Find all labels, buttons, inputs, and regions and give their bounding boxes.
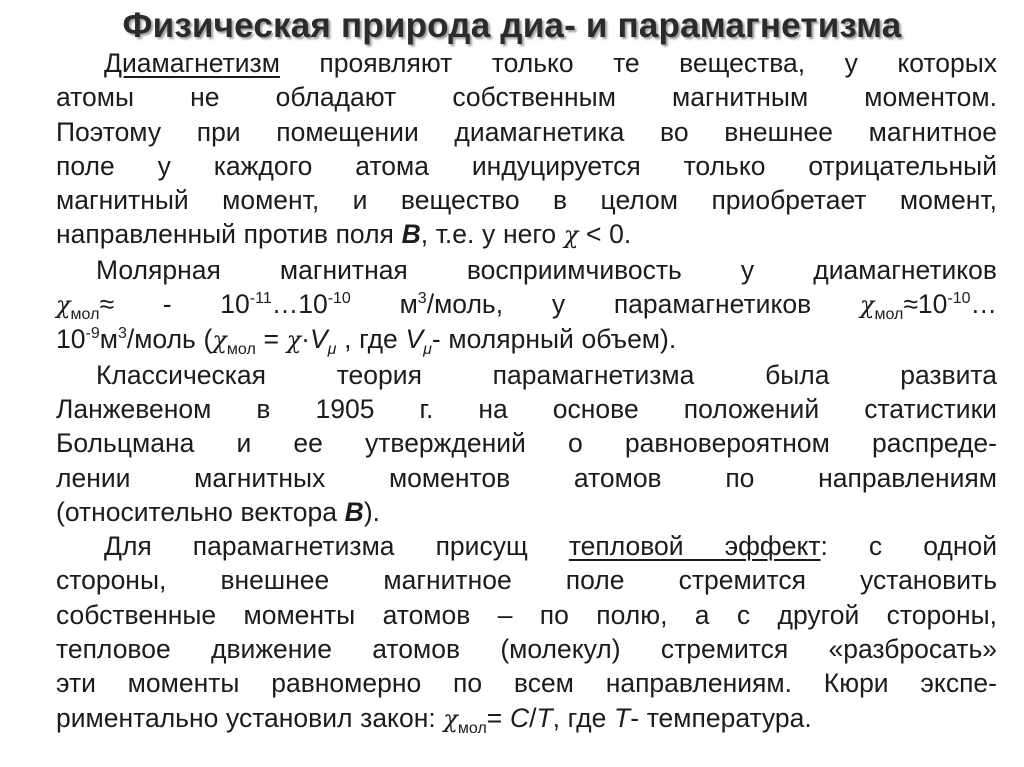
text-fragment: проявляют только те вещества, у которых: [279, 48, 997, 78]
text-fragment: 10: [56, 324, 86, 355]
text-line: Ланжевеном в 1905 г. на основе положений статистики: [56, 393, 997, 424]
chi-symbol: χ: [859, 291, 875, 320]
paragraph-molar-susceptibility: [56, 253, 997, 358]
text-line: эти моменты равномерно по всем направлениям. Кюри экспе-: [56, 668, 997, 699]
text-line: [56, 529, 997, 563]
text-fragment: , где: [336, 324, 406, 355]
text-fragment: м: [350, 289, 418, 320]
text-line: стороны, внешнее магнитное поле стремится установить: [56, 565, 997, 596]
text-line: тепловое движение атомов (молекул) стремится «разбросать»: [56, 634, 997, 665]
text-line: магнитный момент, и вещество в целом приобретает момент,: [56, 185, 997, 216]
paragraph-langevin: [56, 358, 997, 529]
text-line: Классическая теория парамагнетизма была развита: [96, 359, 997, 390]
text-line: Поэтому при помещении диамагнетика во внешнее магнитное: [56, 116, 997, 147]
term-thermal-effect: тепловой эффект: [568, 531, 821, 562]
curie-constant-symbol: C: [509, 702, 530, 733]
text-line: [56, 287, 997, 322]
molar-volume-symbol: V: [309, 324, 328, 355]
chi-symbol: χ: [563, 221, 579, 250]
text-fragment: м: [99, 324, 118, 355]
text-line: Больцмана и ее утверждений о равновероятном распреде-: [56, 428, 997, 459]
subscript: мол: [874, 306, 904, 324]
text-fragment: - температура.: [630, 702, 812, 733]
text-fragment: /моль, у парамагнетиков: [426, 289, 860, 320]
superscript: -9: [85, 325, 100, 343]
text-fragment: ≈ - 10: [99, 289, 250, 320]
text-line: [56, 495, 997, 529]
text-fragment: < 0.: [578, 219, 632, 250]
text-line: собственные моменты атомов – по полю, а с другой стороны,: [56, 599, 997, 630]
text-fragment: , т.е. у него: [420, 219, 564, 250]
document-body: [56, 46, 997, 736]
subscript: мол: [457, 719, 487, 737]
text-line: [56, 701, 997, 736]
text-fragment: , где: [552, 702, 615, 733]
superscript: -11: [249, 290, 272, 308]
text-fragment: =: [486, 702, 510, 733]
text-fragment: =: [255, 324, 287, 355]
term-diamagnetism: Диамагнетизм: [104, 48, 280, 78]
chi-symbol: χ: [286, 326, 302, 355]
text-fragment: ·: [301, 324, 310, 355]
text-fragment: …: [970, 289, 997, 320]
superscript: 3: [117, 325, 127, 343]
chi-symbol: χ: [443, 704, 458, 733]
text-line: поле у каждого атома индуцируется только отрицательный: [56, 150, 997, 181]
superscript: 3: [417, 290, 427, 308]
text-fragment: Для парамагнетизма присущ: [104, 531, 569, 562]
text-fragment: /: [529, 702, 537, 733]
text-line: [56, 46, 997, 80]
text-fragment: : с одной: [820, 531, 997, 562]
text-fragment: риментально установил закон:: [56, 702, 444, 733]
paragraph-thermal-effect: [56, 529, 997, 736]
subscript: μ: [327, 341, 337, 359]
subscript: мол: [70, 306, 100, 324]
vector-B: B: [344, 496, 364, 527]
chi-symbol: χ: [212, 326, 227, 355]
subscript: μ: [423, 341, 432, 359]
temperature-symbol: T: [614, 702, 631, 733]
subscript: мол: [226, 341, 256, 359]
superscript: -10: [327, 290, 351, 308]
superscript: -10: [947, 290, 971, 308]
temperature-symbol: T: [536, 702, 553, 733]
text-line: [56, 217, 997, 252]
text-fragment: направленный против поля: [56, 219, 402, 250]
text-line: Молярная магнитная восприимчивость у диамагнетиков: [96, 254, 997, 285]
text-fragment: /моль (: [126, 324, 213, 355]
text-line: [56, 322, 997, 357]
text-fragment: ≈10: [903, 289, 948, 320]
paragraph-diamagnetism: [56, 46, 997, 253]
chi-symbol: χ: [56, 291, 71, 320]
molar-volume-symbol: V: [405, 324, 424, 355]
text-fragment: ).: [363, 496, 380, 527]
text-line: атомы не обладают собственным магнитным моментом.: [56, 82, 997, 113]
text-fragment: (относительно вектора: [56, 496, 345, 527]
vector-B: B: [401, 219, 421, 250]
text-fragment: - молярный объем).: [431, 324, 677, 355]
page-title: Физическая природа диа- и парамагнетизма: [122, 6, 902, 45]
text-fragment: …10: [271, 289, 328, 320]
text-line: лении магнитных моментов атомов по направлениям: [56, 462, 997, 493]
